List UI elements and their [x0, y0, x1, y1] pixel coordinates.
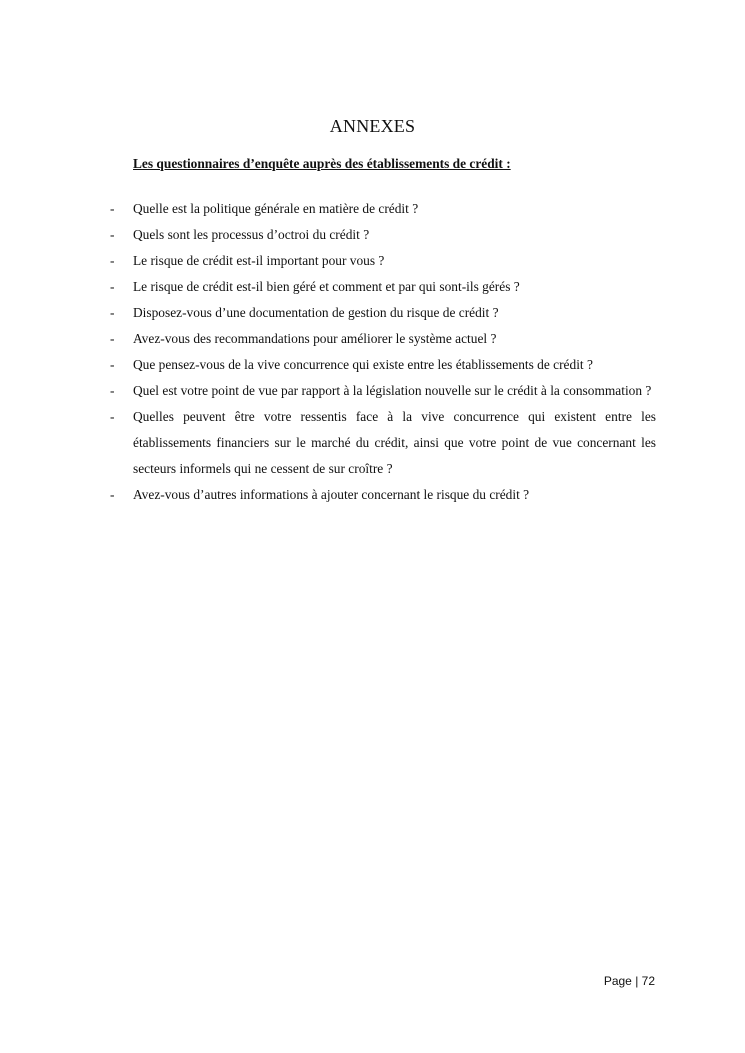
bullet-dash: -	[110, 253, 115, 268]
list-item	[110, 404, 656, 482]
question-text: Le risque de crédit est-il important pour vous ?	[133, 253, 385, 268]
list-item	[110, 196, 656, 222]
bullet-dash: -	[110, 487, 115, 502]
list-item	[110, 482, 656, 508]
list-item	[110, 378, 656, 404]
page-number: Page | 72	[603, 974, 655, 988]
question-text: Disposez-vous d’une documentation de gestion du risque de crédit ?	[133, 305, 499, 320]
question-text: Avez-vous d’autres informations à ajouter concernant le risque du crédit ?	[133, 487, 530, 502]
list-item	[110, 326, 656, 352]
page-title: ANNEXES	[329, 116, 416, 136]
question-text: Que pensez-vous de la vive concurrence qui existe entre les établissements de crédit ?	[133, 357, 593, 372]
bullet-dash: -	[110, 305, 115, 320]
list-item	[110, 222, 656, 248]
bullet-dash: -	[110, 279, 115, 294]
question-text: Quelles peuvent être votre ressentis face à la vive concurrence qui existent entre les établissements financiers sur le marché du crédit, ainsi que votre point de vue concernant les secteurs informels qui ne cessent de sur croître ?	[133, 409, 656, 476]
bullet-dash: -	[110, 383, 115, 398]
bullet-dash: -	[110, 331, 115, 346]
bullet-dash: -	[110, 357, 115, 372]
bullet-dash: -	[110, 409, 115, 424]
question-text: Avez-vous des recommandations pour améliorer le système actuel ?	[133, 331, 497, 346]
list-item	[110, 274, 656, 300]
question-text: Quelle est la politique générale en matière de crédit ?	[133, 201, 419, 216]
question-text: Quels sont les processus d’octroi du crédit ?	[133, 227, 370, 242]
section-subtitle: Les questionnaires d’enquête auprès des établissements de crédit :	[133, 156, 511, 171]
question-text: Le risque de crédit est-il bien géré et comment et par qui sont-ils gérés ?	[133, 279, 520, 294]
list-item	[110, 352, 656, 378]
list-item	[110, 300, 656, 326]
question-text: Quel est votre point de vue par rapport à la législation nouvelle sur le crédit à la consommation ?	[133, 383, 652, 398]
bullet-dash: -	[110, 227, 115, 242]
list-item	[110, 248, 656, 274]
bullet-dash: -	[110, 201, 115, 216]
question-list	[110, 196, 656, 508]
